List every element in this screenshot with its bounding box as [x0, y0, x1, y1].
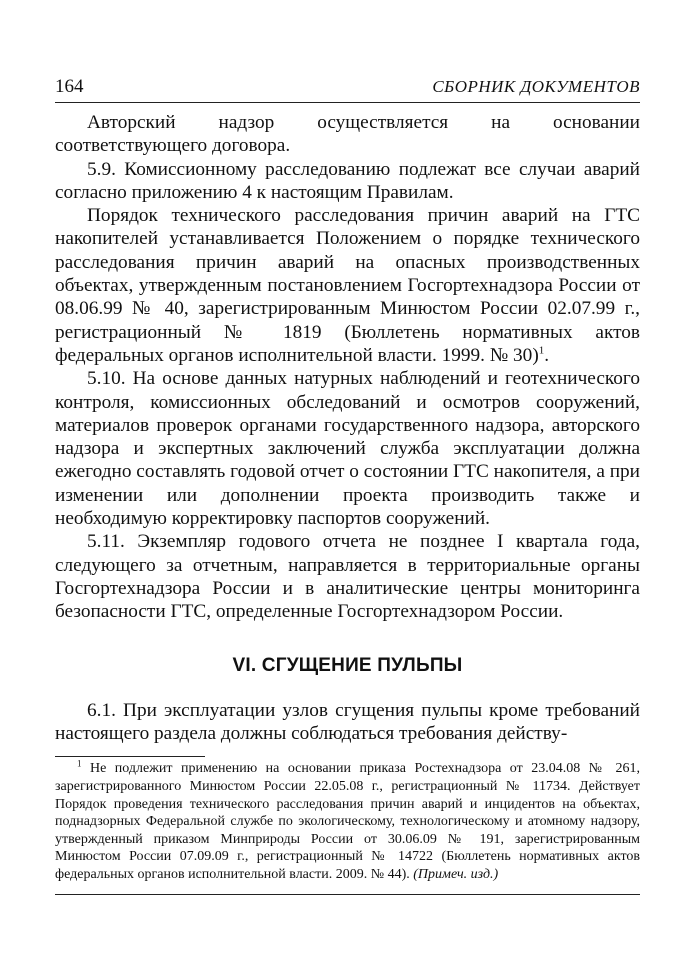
page-header [55, 76, 640, 103]
footnote-text: Не подлежит применению на основании приказа Ростехнадзора от 23.04.08 № 261, зарегистрированного Минюстом России 22.05.08 г., регистрационный № 11734. Действует Порядок проведения технического расследования причин аварий и инцидентов на объектах, поднадзорных Федеральной службе по экологическому, технологическому и атомному надзору, утвержденный приказом Минприроды России от 30.06.09 № 191, зарегистрированным Минюстом России 07.09.09 г., регистрационный № 14722 (Бюллетень нормативных актов федеральных органов исполнительной власти. 2009. № 44). [55, 761, 640, 882]
footnote-mark: 1 [77, 758, 82, 769]
paragraph-end: . [544, 344, 550, 366]
document-page [55, 76, 640, 895]
paragraph-6-1: 6.1. При эксплуатации узлов сгущения пульпы кроме требований настоящего раздела должны соблюдаться требования действу- [55, 699, 640, 745]
paragraph-text: Порядок технического расследования причин аварий на ГТС накопителей устанавливается Положением о порядке технического расследования причин аварий на опасных производственных объектах, утвержденным постановлением Госгортехнадзора России от 08.06.99 № 40, зарегистрированным Минюстом России 02.07.99 г., регистрационный № 1819 (Бюллетень нормативных актов федеральных органов исполнительной власти. 1999. № 30) [55, 205, 640, 366]
paragraph: Авторский надзор осуществляется на основании соответствующего договора. [55, 112, 640, 157]
paragraph-5-11: 5.11. Экземпляр годового отчета не позднее I квартала года, следующего за отчетным, направляется в территориальные органы Госгортехнадзора России и в аналитические центры мониторинга безопасности ГТС, определенные Госгортехнадзором России. [55, 531, 640, 623]
bottom-divider [55, 894, 640, 895]
footnote-reference[interactable]: 1 [538, 344, 545, 357]
page-number: 164 [55, 76, 84, 97]
footnote [55, 760, 640, 883]
paragraph-5-10: 5.10. На основе данных натурных наблюдений и геотехнического контроля, комиссионных обследований и осмотров сооружений, материалов проверок органами государственного надзора, авторского надзора и экспертных заключений служба эксплуатации должна ежегодно составлять годовой отчет о состоянии ГТС накопителя, а при изменении или дополнении проекта производить также и необходимую корректировку паспортов сооружений. [55, 368, 640, 530]
section-heading: VI. СГУЩЕНИЕ ПУЛЬПЫ [232, 654, 463, 676]
paragraph-investigation-order [55, 204, 640, 367]
footnote-divider [55, 756, 205, 757]
footnote-editor-note: (Примеч. изд.) [413, 866, 499, 882]
body-text [55, 111, 640, 745]
running-head: СБОРНИК ДОКУМЕНТОВ [432, 77, 640, 96]
paragraph-5-9: 5.9. Комиссионному расследованию подлежат все случаи аварий согласно приложению 4 к настоящим Правилам. [55, 158, 640, 203]
